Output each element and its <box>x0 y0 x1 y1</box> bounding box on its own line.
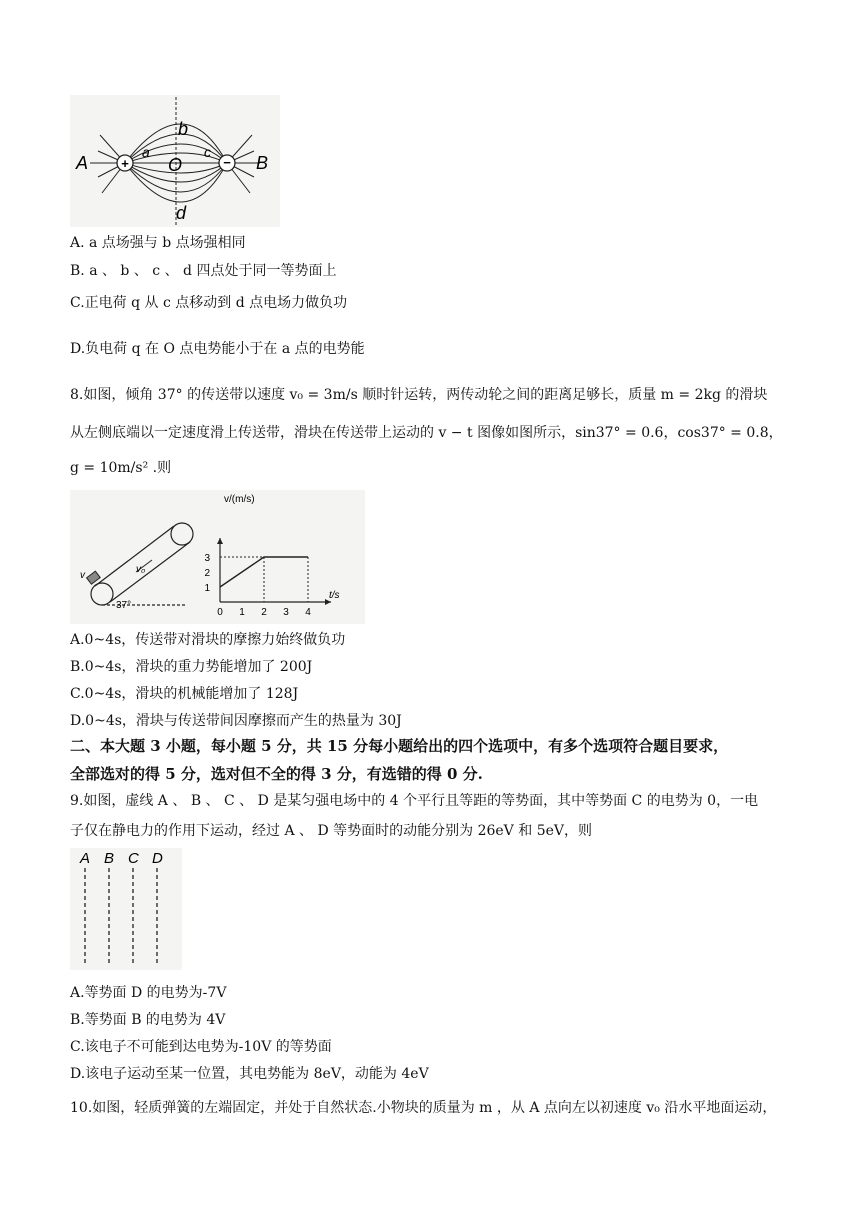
vt-graph <box>204 494 339 618</box>
q9-option-b: B.等势面 B 的电势为 4V <box>70 1012 226 1028</box>
q8-stem-line-2: 从左侧底端以一定速度滑上传送带，滑块在传送带上运动的 v − t 图像如图所示，sin37° = 0.6，cos37° = 0.8， <box>70 425 783 441</box>
dipole-field-figure <box>70 95 280 227</box>
x-axis-label: t/s <box>329 590 340 601</box>
q7-option-b: B. a 、 b 、 c 、 d 四点处于同一等势面上 <box>70 263 337 279</box>
q8-stem-line-1: 8.如图，倾角 37° 的传送带以速度 v₀ = 3m/s 顺时针运转，两传动轮之间的距离足够长，质量 m = 2kg 的滑块 <box>70 387 768 403</box>
label-v0: v₀ <box>136 564 146 575</box>
x-tick-label: 4 <box>305 607 311 618</box>
label-angle: 37° <box>116 600 132 611</box>
q9-stem-line-1: 9.如图，虚线 A 、 B 、 C 、 D 是某匀强电场中的 4 个平行且等距的等势面，其中等势面 C 的电势为 0，一电 <box>70 793 759 809</box>
x-tick-label: 0 <box>217 607 223 618</box>
q8-option-a: A.0~4s，传送带对滑块的摩擦力始终做负功 <box>70 632 346 648</box>
q8-option-d: D.0~4s，滑块与传送带间因摩擦而产生的热量为 30J <box>70 713 402 729</box>
section-2-heading-line-2: 全部选对的得 5 分，选对但不全的得 3 分，有选错的得 0 分. <box>70 765 483 783</box>
equipotential-svg <box>70 848 182 970</box>
label-d: d <box>176 203 187 223</box>
y-tick-label: 1 <box>204 583 210 594</box>
surface-label-C: C <box>128 850 139 867</box>
label-A: A <box>76 153 89 173</box>
q8-option-b: B.0~4s，滑块的重力势能增加了 200J <box>70 659 313 675</box>
conveyor-vt-figure <box>70 490 365 624</box>
minus-sign: − <box>223 155 231 170</box>
y-axis-label: v/(m/s) <box>224 494 255 505</box>
q9-stem-line-2: 子仅在静电力的作用下运动，经过 A 、 D 等势面时的动能分别为 26eV 和 5eV，则 <box>70 823 592 839</box>
q8-option-c: C.0~4s，滑块的机械能增加了 128J <box>70 686 299 702</box>
surface-label-B: B <box>104 850 115 867</box>
q9-option-c: C.该电子不可能到达电势为-10V 的等势面 <box>70 1039 332 1055</box>
section-2-heading-line-1: 二、本大题 3 小题，每小题 5 分，共 15 分每小题给出的四个选项中，有多个选项符合题目要求， <box>70 737 729 755</box>
x-tick-label: 3 <box>283 607 289 618</box>
y-axis-arrow <box>217 538 223 544</box>
y-tick-label: 3 <box>204 553 210 564</box>
label-c: c <box>204 144 211 160</box>
label-b: b <box>178 119 189 139</box>
label-O: O <box>168 155 183 175</box>
q8-stem-line-3: g = 10m/s² .则 <box>70 460 172 476</box>
conveyor-vt-svg <box>70 490 365 624</box>
label-v: v <box>80 570 85 581</box>
q7-option-c: C.正电荷 q 从 c 点移动到 d 点电场力做负功 <box>70 295 348 311</box>
equipotential-figure <box>70 848 182 970</box>
x-tick-label: 2 <box>261 607 267 618</box>
q9-option-a: A.等势面 D 的电势为-7V <box>70 985 227 1001</box>
q10-stem-line-1: 10.如图，轻质弹簧的左端固定，并处于自然状态.小物块的质量为 m ，从 A 点向左以初速度 v₀ 沿水平地面运动， <box>70 1100 777 1116</box>
label-B: B <box>256 153 269 173</box>
q9-option-d: D.该电子运动至某一位置，其电势能为 8eV，动能为 4eV <box>70 1066 429 1082</box>
surface-label-A: A <box>80 850 91 867</box>
x-tick-label: 1 <box>239 607 245 618</box>
dipole-field-svg <box>70 95 280 227</box>
surface-label-D: D <box>152 850 163 867</box>
label-a: a <box>142 144 150 160</box>
plus-sign: + <box>121 156 129 171</box>
q7-option-d: D.负电荷 q 在 O 点电势能小于在 a 点的电势能 <box>70 341 365 357</box>
slider-block <box>87 571 101 584</box>
equipotential-lines <box>85 868 157 966</box>
q7-option-a: A. a 点场强与 b 点场强相同 <box>70 235 246 251</box>
y-tick-label: 2 <box>204 568 210 579</box>
